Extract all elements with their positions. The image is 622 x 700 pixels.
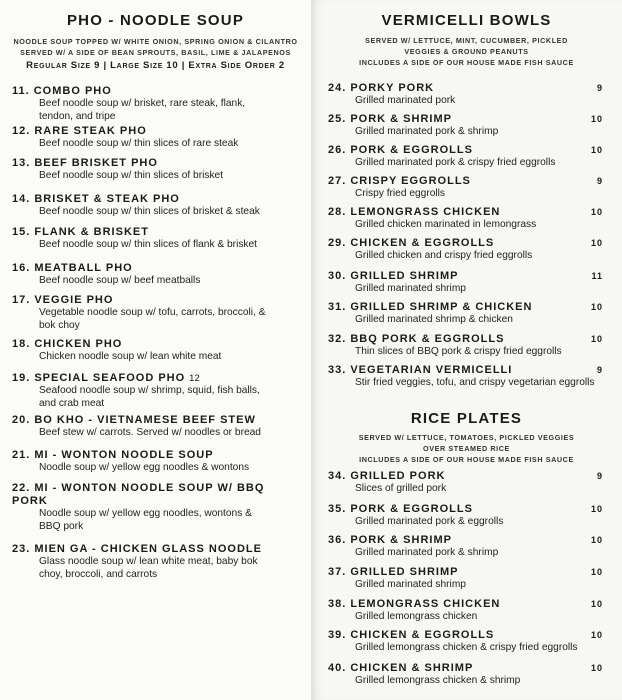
vermicelli-subtitle-line: INCLUDES A SIDE OF OUR HOUSE MADE FISH SAUCE <box>359 58 574 67</box>
menu-item-price: 10 <box>590 663 603 673</box>
menu-item-description: Seafood noodle soup w/ shrimp, squid, fish balls, and crab meat <box>39 385 260 409</box>
menu-item-description: Grilled marinated pork & shrimp <box>355 126 499 137</box>
menu-item-description: Noodle soup w/ yellow egg noodles, wontons & BBQ pork <box>39 508 252 532</box>
menu-item <box>328 237 603 263</box>
menu-item <box>12 125 272 151</box>
menu-item-name <box>328 237 603 250</box>
menu-item <box>328 470 603 496</box>
menu-item-price: 10 <box>590 567 603 577</box>
menu-item-price: 9 <box>596 365 603 375</box>
menu-item-name-text: 37. GRILLED SHRIMP <box>328 566 459 578</box>
menu-item-name <box>328 629 603 642</box>
menu-item-description: Grilled chicken marinated in lemongrass <box>355 219 537 230</box>
menu-item <box>328 333 603 359</box>
menu-item-name <box>328 270 603 283</box>
menu-item-description: Beef noodle soup w/ thin slices of brisket <box>39 170 224 181</box>
menu-item-price: 10 <box>590 334 603 344</box>
menu-item-description: Grilled marinated shrimp <box>355 283 466 294</box>
menu-item-description: Grilled marinated pork & crispy fried eggrolls <box>355 157 556 168</box>
menu-item-name-text: 30. GRILLED SHRIMP <box>328 270 459 282</box>
menu-item-name-text: 34. GRILLED PORK <box>328 470 446 482</box>
menu-item-name-text: 23. MIEN GA - CHICKEN GLASS NOODLE <box>12 543 262 555</box>
menu-item-price: 10 <box>590 302 603 312</box>
menu-item-price: 9 <box>596 83 603 93</box>
pho-subtitle-line: NOODLE SOUP TOPPED W/ WHITE ONION, SPRING ONION & CILANTRO <box>13 37 298 46</box>
menu-item-description: Thin slices of BBQ pork & crispy fried eggrolls <box>355 346 562 357</box>
menu-item-description: Crispy fried eggrolls <box>355 188 446 199</box>
menu-item-name-text: 18. CHICKEN PHO <box>12 338 123 350</box>
menu-item <box>328 598 603 624</box>
menu-item-description: Grilled marinated pork & shrimp <box>355 547 499 558</box>
menu-item-name-text: 21. MI - WONTON NOODLE SOUP <box>12 449 214 461</box>
menu-item-name-text: 39. CHICKEN & EGGROLLS <box>328 629 495 641</box>
menu-page-right <box>311 0 622 700</box>
menu-item <box>328 301 603 327</box>
menu-item-name <box>12 294 272 307</box>
menu-item-description: Grilled lemongrass chicken <box>355 611 478 622</box>
menu-item <box>12 294 272 332</box>
menu-item-name-text: 29. CHICKEN & EGGROLLS <box>328 237 495 249</box>
menu-item-price: 10 <box>590 145 603 155</box>
menu-item <box>12 372 272 410</box>
menu-item-name <box>328 144 603 157</box>
rice-subtitle-line: INCLUDES A SIDE OF OUR HOUSE MADE FISH SAUCE <box>359 455 574 464</box>
menu-item <box>12 157 272 183</box>
rice-subtitle <box>311 432 622 465</box>
menu-item-description: Grilled lemongrass chicken & shrimp <box>355 675 521 686</box>
menu-item-name-text: 24. PORKY PORK <box>328 82 435 94</box>
pho-subtitle-line: SERVED W/ A SIDE OF BEAN SPROUTS, BASIL, LIME & JALAPENOS <box>20 48 291 57</box>
menu-item-name-text: 17. VEGGIE PHO <box>12 294 114 306</box>
menu-item-price: 10 <box>590 599 603 609</box>
menu-item <box>328 662 603 688</box>
menu-item-name <box>328 333 603 346</box>
vermicelli-section-title: VERMICELLI BOWLS <box>381 12 552 29</box>
menu-item-description: Stir fried veggies, tofu, and crispy vegetarian eggrolls <box>355 377 595 388</box>
menu-item-name-text: 31. GRILLED SHRIMP & CHICKEN <box>328 301 533 313</box>
menu-item-description: Vegetable noodle soup w/ tofu, carrots, broccoli, & bok choy <box>39 307 266 331</box>
menu-item-name <box>12 262 272 275</box>
menu-item-description: Grilled marinated pork & eggrolls <box>355 516 504 527</box>
menu-item-description: Beef noodle soup w/ brisket, rare steak, flank, tendon, and tripe <box>39 98 246 122</box>
menu-item-name-text: 14. BRISKET & STEAK PHO <box>12 193 180 205</box>
menu-item-description: Grilled marinated shrimp <box>355 579 466 590</box>
vermicelli-subtitle-line: VEGGIES & GROUND PEANUTS <box>404 47 529 56</box>
menu-item-price: 10 <box>590 238 603 248</box>
menu-item-name-text: 16. MEATBALL PHO <box>12 262 133 274</box>
vermicelli-subtitle <box>311 35 622 68</box>
menu-item-description: Beef noodle soup w/ beef meatballs <box>39 275 201 286</box>
menu-item-description: Beef stew w/ carrots. Served w/ noodles or bread <box>39 427 261 438</box>
menu-item-description: Glass noodle soup w/ lean white meat, baby bok choy, broccoli, and carrots <box>39 556 258 580</box>
menu-item-name <box>328 503 603 516</box>
menu-item <box>328 364 603 390</box>
menu-item-price: 10 <box>590 207 603 217</box>
menu-item-name-text: 26. PORK & EGGROLLS <box>328 144 473 156</box>
menu-item-name-text: 11. COMBO PHO <box>12 85 112 97</box>
menu-item <box>328 629 603 655</box>
menu-item <box>328 534 603 560</box>
menu-item <box>12 414 272 440</box>
menu-item-description: Beef noodle soup w/ thin slices of flank & brisket <box>39 239 258 250</box>
menu-item <box>12 193 272 219</box>
menu-item-name-text: 20. BO KHO - VIETNAMESE BEEF STEW <box>12 414 256 426</box>
menu-item-name <box>328 534 603 547</box>
menu-item-name-text: 32. BBQ PORK & EGGROLLS <box>328 333 505 345</box>
menu-item-name <box>328 82 603 95</box>
menu-item-name <box>12 414 272 427</box>
menu-item-description: Grilled marinated pork <box>355 95 456 106</box>
menu-item-name-text: 28. LEMONGRASS CHICKEN <box>328 206 501 218</box>
menu-item-description: Beef noodle soup w/ thin slices of rare steak <box>39 138 239 149</box>
menu-item-price: 10 <box>590 114 603 124</box>
menu-item-name <box>12 372 272 385</box>
menu-item-description: Noodle soup w/ yellow egg noodles & wontons <box>39 462 250 473</box>
menu-item-price: 10 <box>590 504 603 514</box>
menu-item-name-text: 12. RARE STEAK PHO <box>12 125 147 137</box>
menu-item <box>328 270 603 296</box>
menu-item-price: 10 <box>590 535 603 545</box>
menu-item-description: Grilled chicken and crispy fried eggrolls <box>355 250 533 261</box>
menu-item-name-text: 27. CRISPY EGGROLLS <box>328 175 471 187</box>
rice-section-title: RICE PLATES <box>410 410 523 427</box>
menu-item-name-text: 25. PORK & SHRIMP <box>328 113 452 125</box>
menu-item-name <box>328 598 603 611</box>
menu-item-price: 12 <box>189 373 200 384</box>
menu-item <box>328 206 603 232</box>
menu-item-name <box>12 157 272 170</box>
menu-item-price: 11 <box>591 271 603 281</box>
menu-item-name-text: 35. PORK & EGGROLLS <box>328 503 473 515</box>
menu-item-name-text: 36. PORK & SHRIMP <box>328 534 452 546</box>
menu-item-name-text: 19. SPECIAL SEAFOOD PHO <box>12 372 186 384</box>
menu-item-name-text: 15. FLANK & BRISKET <box>12 226 149 238</box>
menu-item-name <box>328 662 603 675</box>
menu-item <box>328 113 603 139</box>
menu-item-name <box>12 338 272 351</box>
menu-item <box>12 226 272 252</box>
menu-item-name <box>12 193 272 206</box>
menu-item <box>12 85 272 123</box>
menu-item-name <box>328 113 603 126</box>
menu-item-name <box>328 566 603 579</box>
menu-item <box>12 482 272 533</box>
menu-item-price: 9 <box>596 176 603 186</box>
menu-item-name <box>328 470 603 483</box>
menu-item <box>12 449 272 475</box>
menu-item <box>328 175 603 201</box>
menu-item-description: Grilled lemongrass chicken & crispy fried eggrolls <box>355 642 578 653</box>
pho-subtitle <box>0 36 311 58</box>
menu-item <box>12 262 272 288</box>
menu-item-name <box>12 543 272 556</box>
menu-item-name-text: 38. LEMONGRASS CHICKEN <box>328 598 501 610</box>
menu-item-name <box>328 206 603 219</box>
menu-item-price: 9 <box>596 471 603 481</box>
menu-item-price: 10 <box>590 630 603 640</box>
menu-item <box>12 338 272 364</box>
menu-item-name <box>12 125 272 138</box>
menu-item-name <box>12 226 272 239</box>
pho-sizes: Regular Size 9 | Large Size 10 | Extra Side Order 2 <box>26 60 285 71</box>
menu-item <box>328 503 603 529</box>
menu-item <box>328 82 603 108</box>
menu-item-description: Beef noodle soup w/ thin slices of brisket & steak <box>39 206 260 217</box>
menu-item-description: Slices of grilled pork <box>355 483 447 494</box>
menu-item-name <box>328 301 603 314</box>
menu-item-name <box>328 175 603 188</box>
menu-item-name-text: 13. BEEF BRISKET PHO <box>12 157 158 169</box>
rice-subtitle-line: OVER STEAMED RICE <box>423 444 510 453</box>
menu-item-name-text: 22. MI - WONTON NOODLE SOUP W/ BBQ PORK <box>12 482 265 507</box>
menu-item <box>12 543 272 581</box>
pho-section-title: PHO - NOODLE SOUP <box>66 12 245 29</box>
rice-subtitle-line: SERVED W/ LETTUCE, TOMATOES, PICKLED VEGGIES <box>358 433 575 442</box>
menu-item-name <box>12 482 272 508</box>
menu-item-name <box>328 364 603 377</box>
menu-item-description: Chicken noodle soup w/ lean white meat <box>39 351 222 362</box>
menu-item-name <box>12 85 272 98</box>
vermicelli-subtitle-line: SERVED W/ LETTUCE, MINT, CUCUMBER, PICKLED <box>365 36 568 45</box>
menu-item <box>328 566 603 592</box>
menu-item <box>328 144 603 170</box>
menu-item-name <box>12 449 272 462</box>
menu-item-name-text: 33. VEGETARIAN VERMICELLI <box>328 364 513 376</box>
menu-item-name-text: 40. CHICKEN & SHRIMP <box>328 662 474 674</box>
menu-item-description: Grilled marinated shrimp & chicken <box>355 314 513 325</box>
